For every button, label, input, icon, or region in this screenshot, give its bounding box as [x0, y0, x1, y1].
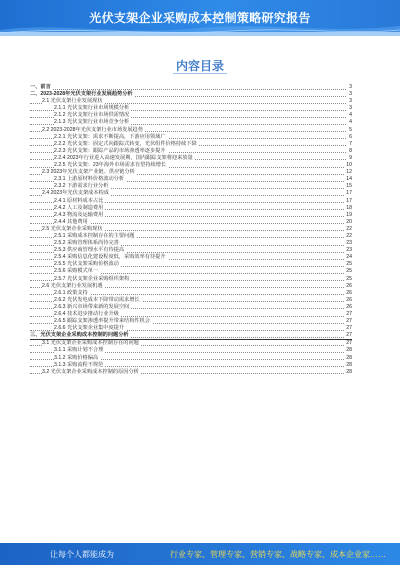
toc-entry-page: 8 [349, 147, 352, 154]
toc-entry-page: 18 [346, 204, 352, 211]
toc-entry-page: 17 [346, 197, 352, 204]
toc-entry-label: 3.1.1 采购计划不合理 [54, 347, 104, 354]
toc-entry-page: 28 [346, 368, 352, 375]
toc-entry[interactable] [30, 226, 352, 233]
toc-entry-label: 2.3 2023年光伏支架产业链、供应链分析 [42, 169, 135, 176]
toc-entry-page: 9 [349, 154, 352, 161]
toc-entry-page: 25 [346, 268, 352, 275]
toc-entry-label: 2.4.2 人工及制造费用 [54, 204, 104, 211]
toc-entry-label: 2.5.7 光伏支架企业采购组织架构 [54, 275, 130, 282]
toc-entry[interactable] [30, 276, 352, 283]
toc-entry-label: 2.1 光伏支架行业发展现状 [42, 98, 103, 105]
report-header-banner [0, 0, 400, 32]
toc-entry-label: 2.5.2 采购管理体系尚待完善 [54, 240, 119, 247]
toc-entry-label: 2.6.1 政策支持 [54, 289, 88, 296]
toc-entry[interactable] [30, 119, 352, 126]
toc-entry-page: 27 [346, 332, 352, 339]
toc-entry[interactable] [30, 355, 352, 362]
toc-entry-label: 2.6.2 光伏发电成本下降带动需求增长 [54, 296, 140, 303]
toc-entry[interactable] [30, 369, 352, 376]
toc-entry[interactable] [30, 290, 352, 297]
toc-entry-label: 2.2 2023-2028年光伏支架行业市场发展趋势 [42, 126, 143, 133]
toc-entry-label: 2.4.1 原材料成本占比 [54, 197, 104, 204]
toc-entry[interactable] [30, 205, 352, 212]
toc-entry-label: 3.1.3 采购流程不规范 [54, 361, 104, 368]
toc-entry-page: 20 [346, 218, 352, 225]
toc-entry-label: 一、前言 [30, 84, 51, 90]
toc-entry-label: 2.2.4 2023年行业进入高速发展期，国内跟踪支架将迎来放量 [54, 154, 193, 161]
toc-entry[interactable] [30, 190, 352, 197]
toc-entry-label: 2.6.5 跟踪支架渗透率提升带来结构性机会 [54, 318, 150, 325]
toc-entry-page: 23 [346, 247, 352, 254]
toc-entry-label: 2.2.2 光伏支架：固定式向跟踪式转变，光伏组件价格持续下降 [54, 140, 197, 147]
toc-entry-label: 2.1.2 光伏支架行业市场供需情况 [54, 112, 130, 119]
report-footer-banner [0, 543, 400, 565]
toc-entry[interactable] [30, 233, 352, 240]
toc-dot-leader [30, 89, 346, 90]
footer-slogan: 让每个人都能成为 [50, 550, 114, 559]
toc-entry-label: 2.5 光伏支架企业采购现状 [42, 225, 103, 232]
toc-entry-page: 3 [349, 91, 352, 98]
toc-entry[interactable] [30, 219, 352, 226]
toc-entry-label: 2.5.5 光伏支架采购价格波动 [54, 261, 119, 268]
toc-entry[interactable] [30, 362, 352, 369]
toc-entry-label: 3.1 光伏支架企业采购成本控制存在的问题 [42, 340, 139, 347]
toc-entry[interactable] [30, 268, 352, 275]
toc-entry-label: 2.6.6 光伏支架企业集中度提升 [54, 325, 125, 332]
toc-entry-label: 2.5.3 供应商管理水平有待提高 [54, 247, 125, 254]
toc-entry-label: 3.2 光伏支架企业采购成本控制的原因分析 [42, 368, 139, 375]
toc-entry-page: 19 [346, 211, 352, 218]
toc-entry-page: 22 [346, 232, 352, 239]
toc-entry[interactable] [30, 141, 352, 148]
toc-entry-page: 4 [349, 119, 352, 126]
toc-entry-page: 5 [349, 126, 352, 133]
toc-entry-label: 2.2.5 光伏支架：23年海外市场需求有望持续增长 [54, 162, 167, 169]
toc-entry-page: 7 [349, 140, 352, 147]
toc-entry-page: 25 [346, 261, 352, 268]
toc-entry-page: 6 [349, 133, 352, 140]
toc-entry-label: 3.1.2 采购价格偏高 [54, 354, 99, 361]
toc-entry[interactable] [30, 134, 352, 141]
toc-entry-page: 26 [346, 289, 352, 296]
toc-entry[interactable] [30, 212, 352, 219]
toc-entry-page: 27 [346, 340, 352, 347]
toc-entry-label: 2.5.1 采购成本控制存在的主要问题 [54, 232, 135, 239]
toc-entry-label: 2.6.3 新兴市场带来新的发展空间 [54, 303, 130, 310]
toc-entry-label: 2.6 光伏支架行业发展机遇 [42, 282, 103, 289]
toc-entry[interactable] [30, 297, 352, 304]
toc-entry-page: 10 [346, 162, 352, 169]
toc-entry[interactable] [30, 198, 352, 205]
toc-entry-page: 3 [349, 84, 352, 90]
toc-heading-underline [173, 73, 227, 74]
toc-entry-label: 2.4.4 其他费用 [54, 218, 88, 225]
toc-entry-label: 2.4 2023年光伏支架成本构成 [42, 190, 109, 197]
toc-entry-label: 2.1.1 光伏支架行业市场规模分析 [54, 105, 130, 112]
toc-entry-page: 28 [346, 354, 352, 361]
toc-entry-page: 14 [346, 176, 352, 183]
toc-entry[interactable] [30, 148, 352, 155]
toc-entry-page: 22 [346, 225, 352, 232]
toc-entry-page: 15 [346, 183, 352, 190]
toc-entry-page: 27 [346, 325, 352, 332]
toc-entry-page: 25 [346, 275, 352, 282]
toc-entry[interactable] [30, 127, 352, 134]
toc-entry-page: 26 [346, 282, 352, 289]
toc-entry-page: 27 [346, 311, 352, 317]
toc-entry-label: 2.4.3 物流及运输费用 [54, 211, 104, 218]
toc-entry-page: 28 [346, 347, 352, 354]
toc-entry-label: 2.5.4 采购信息化建设程度低，采购效率有待提升 [54, 254, 166, 261]
report-title: 光伏支架企业采购成本控制策略研究报告 [89, 11, 311, 25]
toc-entry-page: 26 [346, 296, 352, 303]
toc-entry[interactable] [30, 347, 352, 354]
toc-entry-label: 2.2.1 光伏支架：需求不断提高，下游应用领域广 [54, 133, 166, 140]
toc-entry-label: 2.6.4 技术进步推动行业升级 [54, 311, 119, 317]
toc-entry[interactable] [30, 304, 352, 311]
toc-entry-page: 3 [349, 98, 352, 105]
toc-entry-label: 2.5.6 采购模式单一 [54, 268, 99, 275]
toc-entry-label: 二、2023-2028年光伏支架行业发展趋势分析 [30, 91, 133, 98]
toc-entry[interactable] [30, 155, 352, 162]
toc-entry-page: 24 [346, 254, 352, 261]
toc-entry-page: 23 [346, 240, 352, 247]
toc-entry-label: 三、光伏支架企业采购成本控制的问题分析 [30, 332, 129, 339]
table-of-contents [30, 84, 352, 376]
toc-entry-label: 2.1.3 光伏支架行业市场竞争分析 [54, 119, 130, 126]
toc-entry-page: 12 [346, 169, 352, 176]
toc-entry-page: 28 [346, 361, 352, 368]
toc-entry[interactable] [30, 283, 352, 290]
toc-entry-page: 27 [346, 318, 352, 325]
toc-entry-page: 3 [349, 105, 352, 112]
toc-entry-page: 4 [349, 112, 352, 119]
toc-entry-label: 2.2.3 光伏支架：跟踪产品的市场渗透率逐步提升 [54, 147, 166, 154]
toc-entry-label: 2.3.1 上游原材料价格波动分析 [54, 176, 125, 183]
toc-heading: 内容目录 [175, 59, 224, 73]
toc-entry-page: 26 [346, 303, 352, 310]
toc-entry-label: 2.3.2 下游需求行业分析 [54, 183, 109, 190]
toc-entry-page: 17 [346, 190, 352, 197]
footer-roles: 行业专家、管理专家、营销专家、战略专家、成本企业家…… [170, 550, 386, 559]
